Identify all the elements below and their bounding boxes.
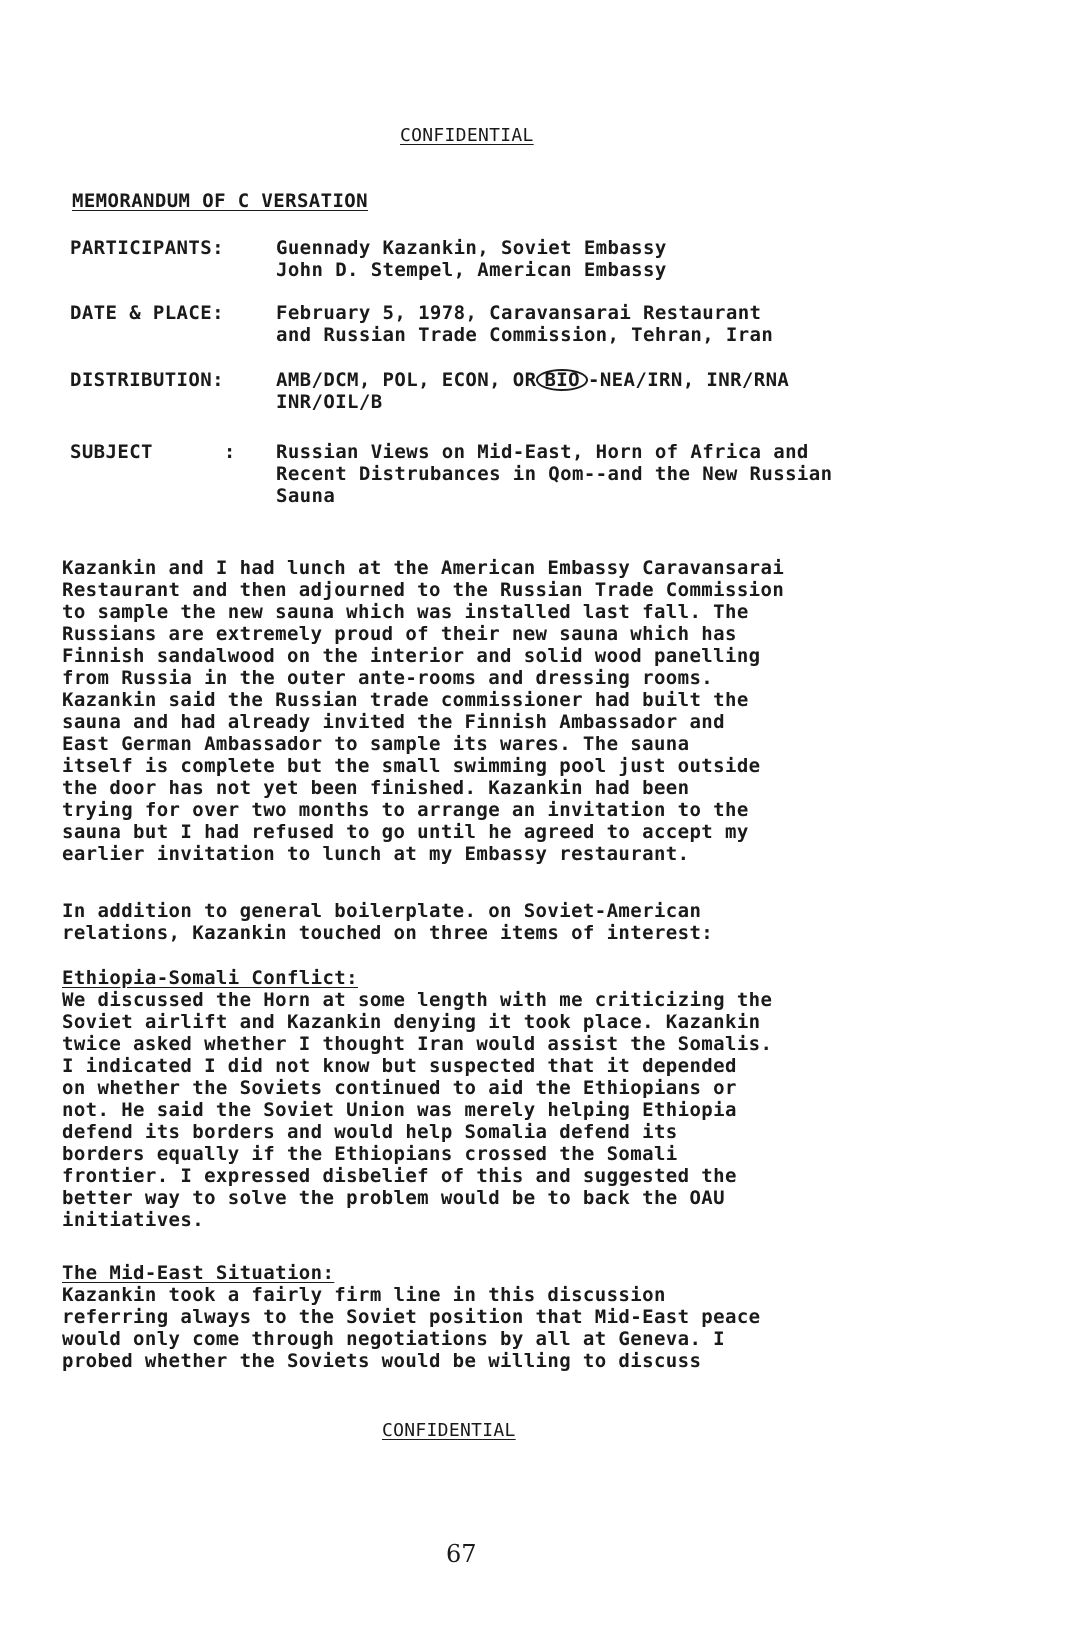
- subject-row: [70, 441, 970, 507]
- circled-bio: BIO: [536, 369, 588, 391]
- subject-line: Sauna: [276, 485, 336, 507]
- distribution-before: AMB/DCM, POL, ECON, OR: [276, 369, 537, 391]
- participants-row: [70, 237, 970, 281]
- distribution-line: INR/OIL/B: [276, 391, 383, 413]
- distribution-after: -NEA/IRN, INR/RNA: [588, 369, 790, 391]
- subject-label: SUBJECT :: [70, 441, 236, 463]
- distribution-line: [276, 369, 970, 391]
- distribution-value: [276, 369, 970, 413]
- date-place-line: and Russian Trade Commission, Tehran, Iran: [276, 324, 774, 346]
- participants-label: PARTICIPANTS:: [70, 237, 224, 259]
- ethiopia-paragraph: We discussed the Horn at some length with me criticizing the Soviet airlift and Kazankin denying it took place. Kazankin twice asked whether I thought Iran would assist the Somalis. I indicated I did not know but suspected that it depended on whether the Soviets continued to aid the Ethiopians or not. He said the Soviet Union was merely helping Ethiopia defend its borders and would help Somalia defend its borders equally if the Ethiopians crossed the Somali frontier. I expressed disbelief of this and suggested the better way to solve the problem would be to back the OAU initiatives.: [62, 989, 773, 1231]
- mideast-paragraph: Kazankin took a fairly firm line in this discussion referring always to the Soviet position that Mid-East peace would only come through negotiations by all at Geneva. I probed whether the Soviets would be willing to discuss: [62, 1284, 761, 1372]
- subject-line: Russian Views on Mid-East, Horn of Africa and: [276, 441, 809, 463]
- distribution-label: DISTRIBUTION:: [70, 369, 224, 391]
- mideast-heading: The Mid-East Situation:: [62, 1262, 335, 1284]
- date-place-label: DATE & PLACE:: [70, 302, 224, 324]
- participant-line: Guennady Kazankin, Soviet Embassy: [276, 237, 667, 259]
- date-place-line: February 5, 1978, Caravansarai Restaurant: [276, 302, 762, 324]
- memo-title: MEMORANDUM OF C VERSATION: [72, 190, 368, 212]
- date-place-value: [276, 302, 970, 346]
- addition-paragraph: In addition to general boilerplate. on Soviet-American relations, Kazankin touched on three items of interest:: [62, 900, 714, 944]
- intro-paragraph: Kazankin and I had lunch at the American Embassy Caravansarai Restaurant and then adjourned to the Russian Trade Commission to sample the new sauna which was installed last fall. The Russians are extremely proud of their new sauna which has Finnish sandalwood on the interior and solid wood panelling from Russia in the outer ante-rooms and dressing rooms. Kazankin said the Russian trade commissioner had built the sauna and had already invited the Finnish Ambassador and East German Ambassador to sample its wares. The sauna itself is complete but the small swimming pool just outside the door has not yet been finished. Kazankin had been trying for over two months to arrange an invitation to the sauna but I had refused to go until he agreed to accept my earlier invitation to lunch at my Embassy restaurant.: [62, 557, 785, 865]
- distribution-row: [70, 369, 970, 413]
- date-place-row: [70, 302, 970, 346]
- subject-line: Recent Distrubances in Qom--and the New Russian: [276, 463, 833, 485]
- classification-footer: CONFIDENTIAL: [382, 1420, 516, 1441]
- classification-header: CONFIDENTIAL: [400, 125, 534, 146]
- subject-value: [276, 441, 970, 507]
- ethiopia-heading: Ethiopia-Somali Conflict:: [62, 967, 358, 989]
- participants-value: [276, 237, 970, 281]
- page-number: 67: [446, 1540, 477, 1568]
- participant-line: John D. Stempel, American Embassy: [276, 259, 667, 281]
